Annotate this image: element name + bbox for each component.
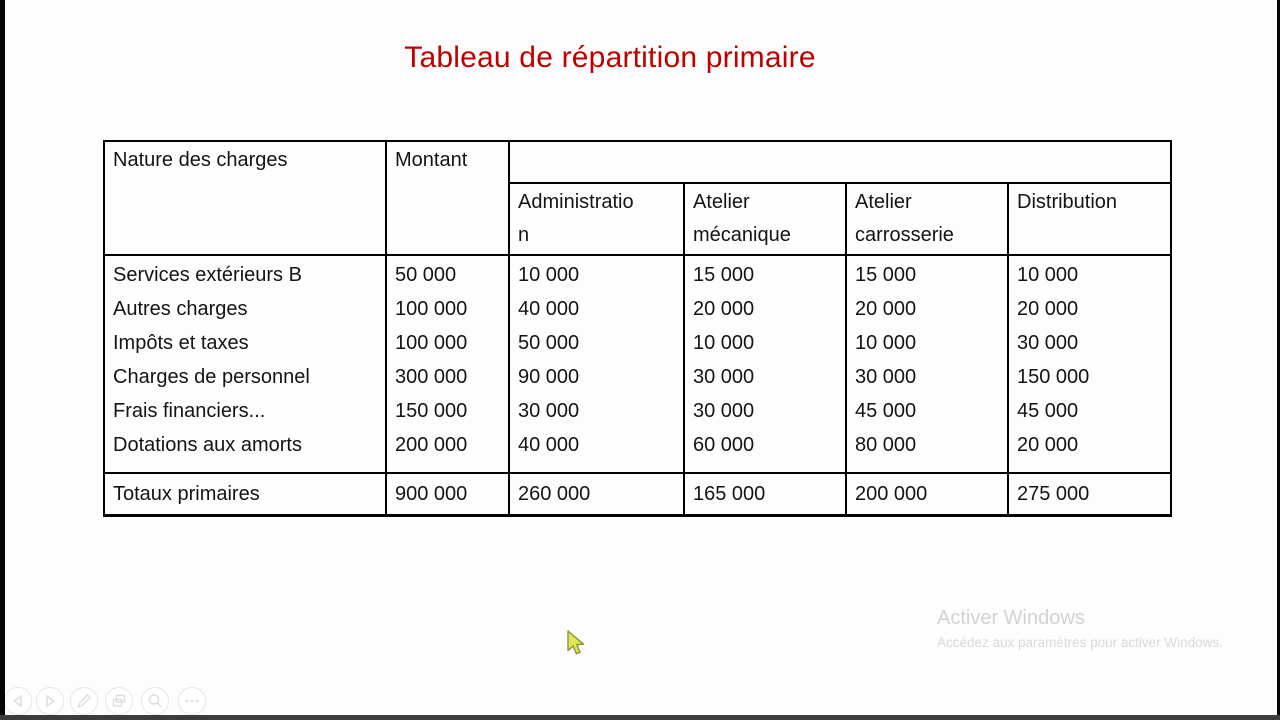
cell-value: 20 000 — [855, 298, 917, 320]
cell-value: 10 000 — [518, 264, 580, 286]
column-header-nature: Nature des charges — [104, 141, 386, 255]
previous-slide-icon — [6, 689, 30, 713]
cell-value: 300 000 — [395, 366, 468, 388]
cell-value: 30 000 — [693, 366, 755, 388]
pen-tool-button[interactable] — [70, 687, 98, 715]
windows-activation-watermark — [937, 606, 1223, 651]
cell-value: 80 000 — [855, 434, 917, 456]
cell-value: 10 000 — [693, 332, 755, 354]
administration-values-cell — [509, 255, 684, 473]
pen-tool-icon — [72, 689, 96, 713]
cell-value: 40 000 — [518, 434, 580, 456]
cell-value: 200 000 — [395, 434, 468, 456]
zoom-button[interactable] — [141, 687, 169, 715]
row-label: Impôts et taxes — [113, 332, 249, 354]
cell-value: 50 000 — [395, 264, 457, 286]
totals-administration: 260 000 — [509, 473, 684, 516]
bottom-taskbar-edge — [0, 715, 1280, 720]
cell-value: 20 000 — [693, 298, 755, 320]
cell-value: 45 000 — [1017, 400, 1079, 422]
zoom-icon — [143, 689, 167, 713]
cell-value: 10 000 — [1017, 264, 1079, 286]
cell-value: 30 000 — [1017, 332, 1079, 354]
charges-labels-cell — [104, 255, 386, 473]
column-header-atelier-mecanique: Atelier mécanique — [684, 183, 846, 255]
column-header-administration — [509, 183, 684, 255]
totals-distribution: 275 000 — [1008, 473, 1171, 516]
cell-value: 30 000 — [518, 400, 580, 422]
cell-value: 100 000 — [395, 298, 468, 320]
totals-montant: 900 000 — [386, 473, 509, 516]
cell-value: 15 000 — [693, 264, 755, 286]
letterbox-left-strip — [0, 0, 5, 720]
distribution-values-cell — [1008, 255, 1171, 473]
watermark-subtitle: Accédez aux paramètres pour activer Windows. — [937, 635, 1223, 650]
cell-value: 100 000 — [395, 332, 468, 354]
cell-value: 90 000 — [518, 366, 580, 388]
row-label: Autres charges — [113, 298, 248, 320]
cell-value: 20 000 — [1017, 298, 1079, 320]
column-header-distribution: Distribution — [1008, 183, 1171, 255]
row-label: Services extérieurs B — [113, 264, 302, 286]
next-slide-button[interactable] — [36, 687, 64, 715]
cell-value: 50 000 — [518, 332, 580, 354]
mouse-cursor — [564, 629, 588, 657]
cell-value: 150 000 — [395, 400, 468, 422]
see-all-slides-button[interactable] — [105, 687, 133, 715]
more-options-icon — [180, 689, 204, 713]
cell-value: 150 000 — [1017, 366, 1090, 388]
row-label: Dotations aux amorts — [113, 434, 302, 456]
cell-value: 45 000 — [855, 400, 917, 422]
totals-atelier-mecanique: 165 000 — [684, 473, 846, 516]
row-label: Frais financiers... — [113, 400, 266, 422]
atelier-carrosserie-values-cell — [846, 255, 1008, 473]
previous-slide-button[interactable] — [4, 687, 32, 715]
montant-values-cell — [386, 255, 509, 473]
totals-row-label: Totaux primaires — [104, 473, 386, 516]
cell-value: 60 000 — [693, 434, 755, 456]
row-label: Charges de personnel — [113, 366, 310, 388]
column-header-label: Administration — [518, 191, 634, 246]
watermark-title: Activer Windows — [937, 607, 1085, 629]
cell-value: 15 000 — [855, 264, 917, 286]
next-slide-icon — [38, 689, 62, 713]
cell-value: 30 000 — [855, 366, 917, 388]
column-header-atelier-carrosserie: Atelier carrosserie — [846, 183, 1008, 255]
column-header-montant: Montant — [386, 141, 509, 255]
cell-value: 30 000 — [693, 400, 755, 422]
repartition-table — [103, 140, 1172, 517]
cell-value: 20 000 — [1017, 434, 1079, 456]
cell-value: 10 000 — [855, 332, 917, 354]
atelier-mecanique-values-cell — [684, 255, 846, 473]
merged-empty-header-cell — [509, 141, 1171, 183]
cell-value: 40 000 — [518, 298, 580, 320]
see-all-slides-icon — [107, 689, 131, 713]
more-options-button[interactable] — [178, 687, 206, 715]
totals-atelier-carrosserie: 200 000 — [846, 473, 1008, 516]
slide-title: Tableau de répartition primaire — [404, 41, 816, 74]
